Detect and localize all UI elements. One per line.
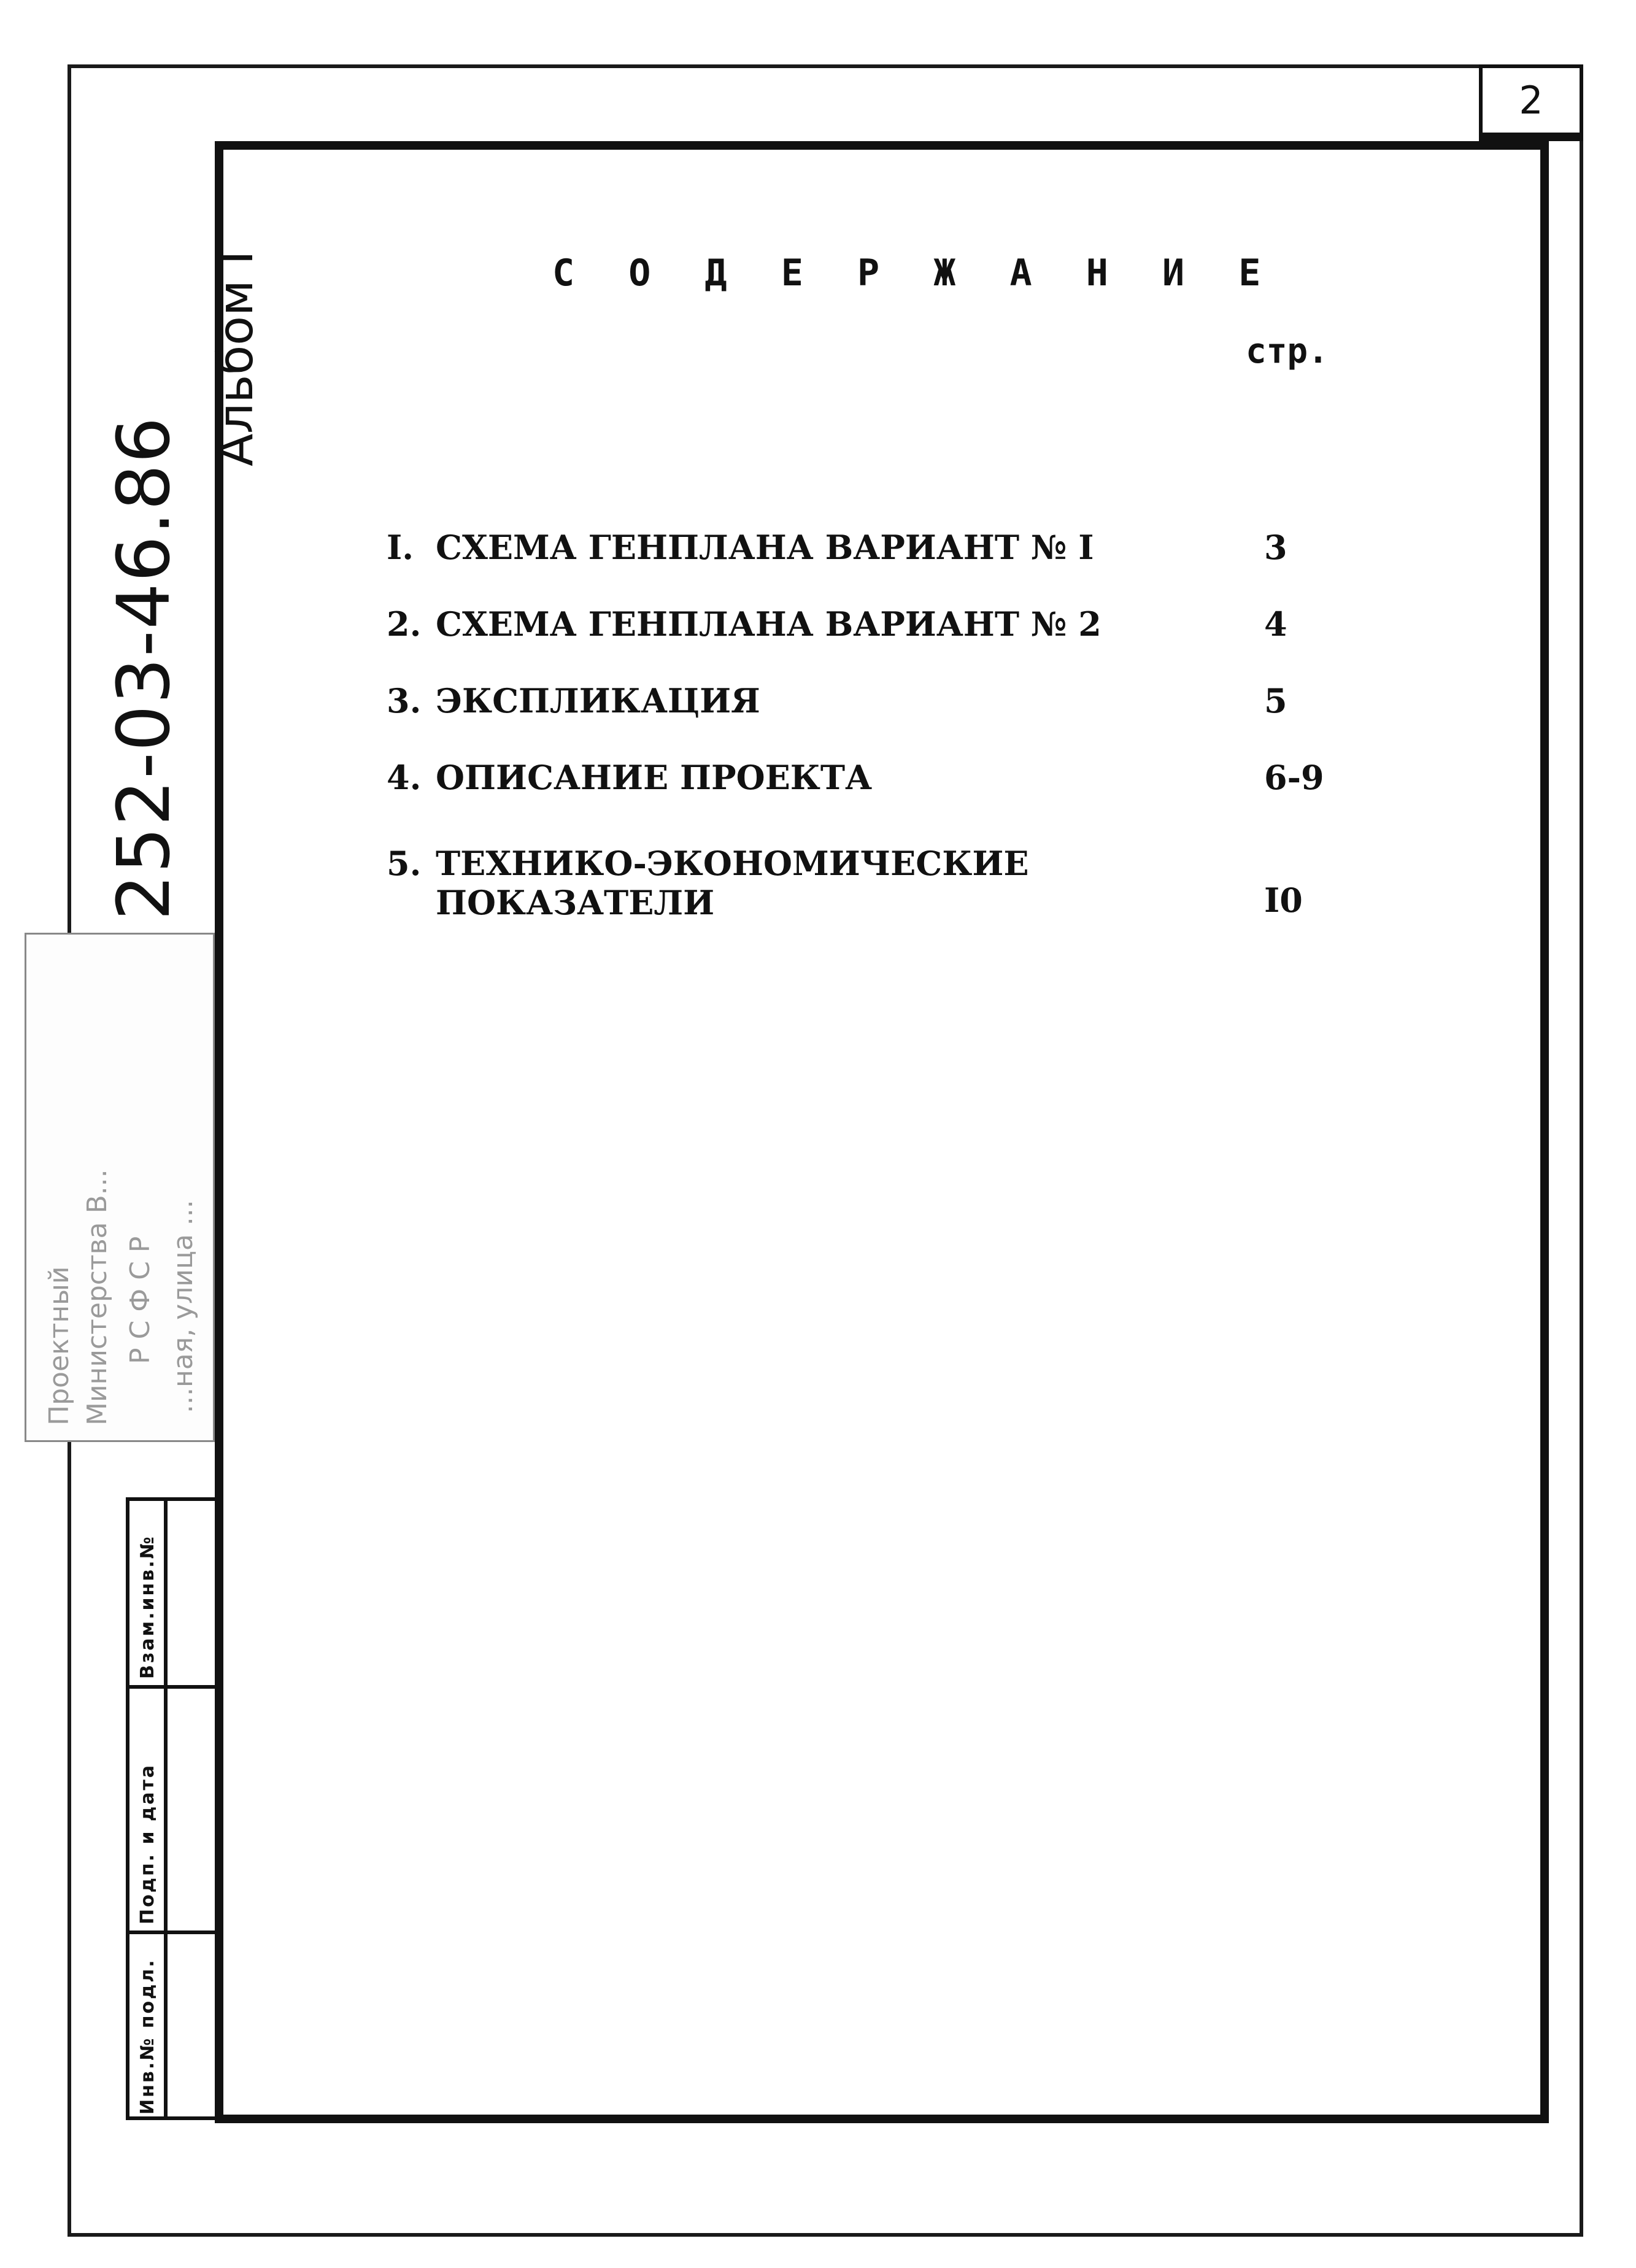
toc-number: 5. [387,844,422,883]
toc-number: 2. [387,604,422,644]
side-table-divider [129,1685,217,1689]
toc-page: 4 [1264,604,1287,644]
stamp-line: Министерства В... [82,1169,113,1425]
toc-page: 6-9 [1264,758,1324,797]
toc-item [387,604,1368,644]
toc-text-line: ПОКАЗАТЕЛИ [436,883,715,922]
page-column-label: стр. [1246,331,1329,371]
document-title: С О Д Е Р Ж А Н И Е [552,252,1277,295]
toc-page: 3 [1264,528,1287,567]
replacement-inventory-label: Взам.инв.№ [137,1535,158,1679]
page-number: 2 [1479,64,1583,141]
side-signature-table [126,1497,221,2120]
toc-text: ОПИСАНИЕ ПРОЕКТА [436,758,873,797]
side-table-divider [129,1930,217,1934]
toc-text [436,844,1029,922]
inventory-number-label: Инв.№ подл. [137,1958,158,2115]
toc-item [387,528,1368,567]
toc-item [387,844,1368,922]
signature-date-label: Подп. и дата [137,1763,158,1924]
toc-page: 5 [1264,681,1287,720]
album-label: Альбом I [209,250,264,466]
toc-text: СХЕМА ГЕНПЛАНА ВАРИАНТ № 2 [436,604,1102,644]
toc-text: ЭКСПЛИКАЦИЯ [436,681,760,720]
toc-text: СХЕМА ГЕНПЛАНА ВАРИАНТ № I [436,528,1094,567]
document-code: 252-03-46.86 [101,415,186,920]
toc-number: 4. [387,758,422,797]
approval-stamp [25,933,215,1442]
toc-text-line: ТЕХНИКО-ЭКОНОМИЧЕСКИЕ [436,844,1029,883]
toc-number: I. [387,528,414,567]
toc-number: 3. [387,681,422,720]
toc-page: I0 [1264,881,1303,920]
stamp-line: Р С Ф С Р [125,1236,156,1364]
stamp-line: Проектный [44,1266,75,1425]
toc-item [387,758,1368,797]
inner-frame [215,141,1549,2123]
toc-item [387,681,1368,720]
stamp-line: ...ная, улица ... [168,1200,199,1413]
